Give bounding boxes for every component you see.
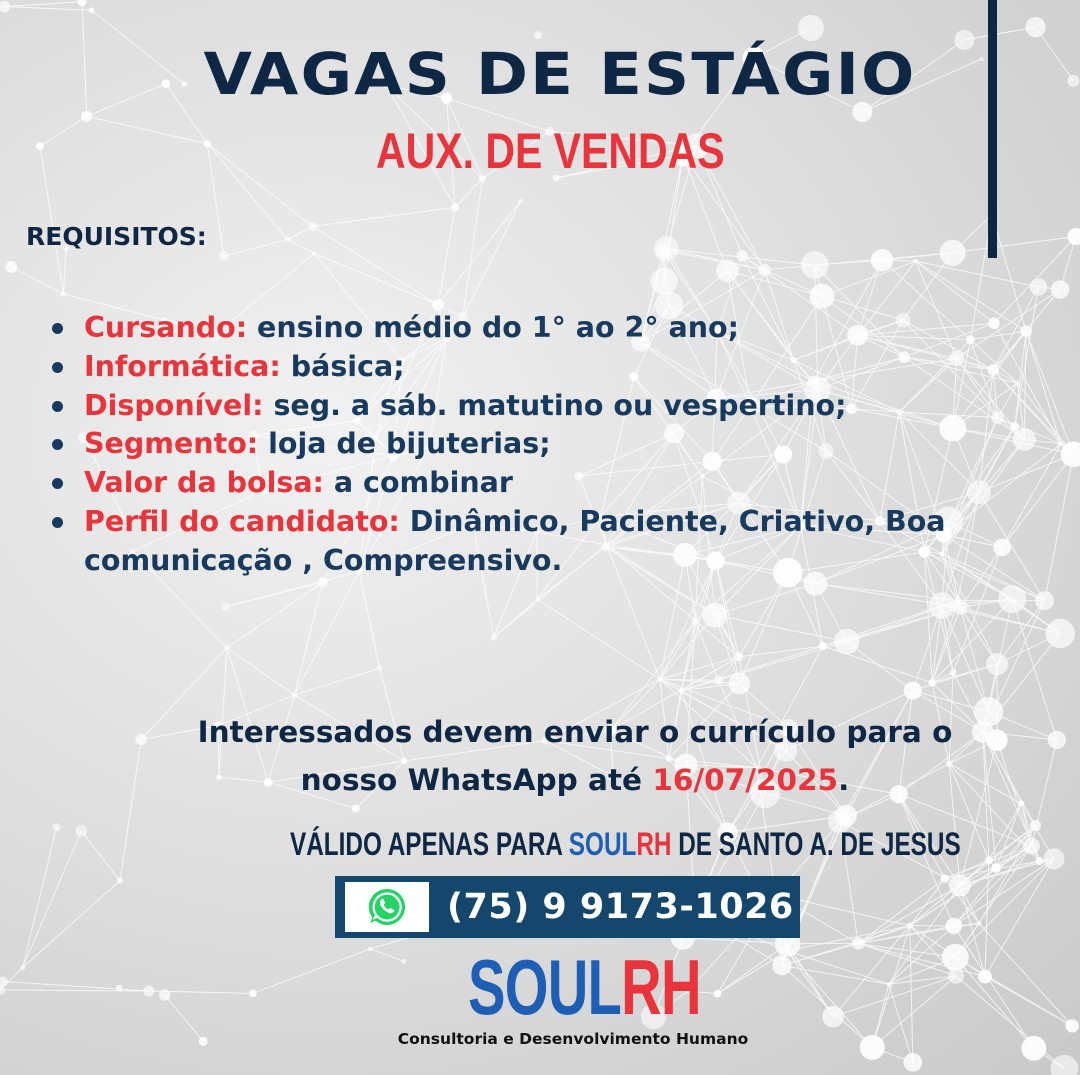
soulrh-logo bbox=[468, 945, 701, 1029]
item-label: Perfil do candidato: bbox=[84, 504, 400, 538]
item-value: Dinâmico, Paciente, Criativo, Boa comunicação , Compreensivo. bbox=[84, 504, 946, 577]
whatsapp-contact-box[interactable] bbox=[335, 876, 800, 938]
item-label: Informática: bbox=[84, 349, 281, 383]
bullet-icon bbox=[52, 439, 63, 450]
cta-prefix: nosso WhatsApp até bbox=[300, 763, 653, 797]
validity-suffix: DE SANTO A. DE JESUS bbox=[671, 826, 961, 862]
validity-notice bbox=[290, 826, 961, 863]
bullet-icon bbox=[52, 401, 63, 412]
bullet-icon bbox=[52, 517, 63, 528]
item-label: Segmento: bbox=[84, 427, 259, 461]
list-item bbox=[52, 348, 992, 387]
job-subtitle: AUX. DE VENDAS bbox=[376, 123, 725, 179]
page-title: VAGAS DE ESTÁGIO bbox=[203, 40, 917, 108]
cta-line-2 bbox=[150, 756, 1000, 804]
logo-tagline: Consultoria e Desenvolvimento Humano bbox=[397, 1030, 749, 1048]
cta-line-1: Interessados devem enviar o currículo para o bbox=[197, 715, 953, 749]
list-item bbox=[52, 425, 992, 464]
logo-soul: SOUL bbox=[468, 943, 622, 1031]
validity-brand-rh: RH bbox=[636, 826, 672, 862]
bullet-icon bbox=[52, 362, 63, 373]
list-item bbox=[52, 309, 992, 348]
accent-bar bbox=[988, 0, 997, 258]
cta-suffix: . bbox=[838, 763, 850, 797]
requirements-list bbox=[52, 309, 992, 581]
item-label: Disponível: bbox=[84, 388, 264, 422]
bullet-icon bbox=[52, 323, 63, 334]
item-label: Valor da bolsa: bbox=[84, 466, 324, 500]
item-value: a combinar bbox=[323, 466, 513, 500]
validity-brand-soul: SOUL bbox=[568, 826, 637, 862]
deadline-date: 16/07/2025 bbox=[652, 763, 839, 797]
list-item bbox=[52, 503, 992, 581]
logo-rh: RH bbox=[621, 943, 701, 1031]
list-item bbox=[52, 464, 992, 503]
requirements-heading: REQUISITOS: bbox=[26, 222, 207, 251]
list-item bbox=[52, 387, 992, 426]
item-label: Cursando: bbox=[84, 311, 248, 344]
call-to-action bbox=[150, 708, 1000, 804]
validity-prefix: VÁLIDO APENAS PARA bbox=[290, 826, 569, 862]
item-value: básica; bbox=[280, 349, 405, 383]
item-value: ensino médio do 1° ao 2° ano; bbox=[247, 311, 740, 344]
item-value: seg. a sáb. matutino ou vespertino; bbox=[263, 388, 847, 422]
whatsapp-icon-box bbox=[345, 882, 429, 932]
item-value: loja de bijuterias; bbox=[258, 427, 551, 461]
bullet-icon bbox=[52, 478, 63, 489]
whatsapp-icon bbox=[366, 886, 408, 928]
phone-number[interactable]: (75) 9 9173-1026 bbox=[447, 887, 794, 927]
